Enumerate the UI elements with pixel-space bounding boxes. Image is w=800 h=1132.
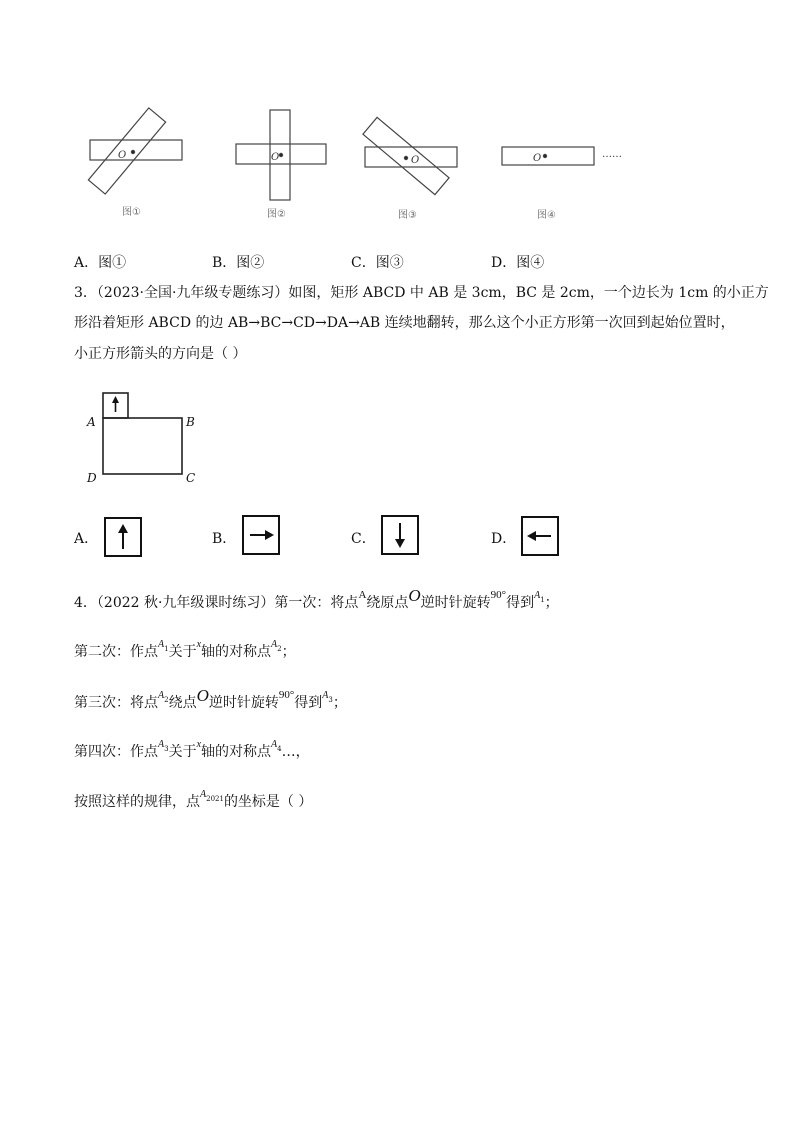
q2-figures [80, 100, 640, 230]
q4-line3: 第三次：将点$^{A2}$绕点O逆时针旋转$^{90^\circ}$得到$^{A3}$； [74, 686, 347, 711]
q3-line3: 小正方形箭头的方向是（ ） [74, 346, 247, 362]
option-letter: B． [212, 255, 237, 271]
right-arrow-icon [244, 517, 278, 553]
down-arrow-icon [383, 517, 417, 553]
q3-label-a: A [87, 415, 96, 429]
q4-line1: 4．（2022 秋·九年级课时练习）第一次：将点$^A$绕原点O逆时针旋转$^{90^\circ}$得到$^{A1}$； [74, 586, 559, 611]
q3-option-a-letter: A． [74, 531, 99, 547]
q2-fig4-dots: …… [602, 149, 622, 160]
q4-line5: 按照这样的规律，点$^{A2021}$的坐标是（ ） [74, 789, 313, 810]
q3-label-c: C [186, 471, 196, 485]
option-text: 图② [236, 255, 265, 271]
q2-fig3-caption: 图③ [398, 210, 417, 221]
option-text: 图③ [375, 255, 404, 271]
q3-option-b[interactable] [242, 515, 280, 555]
q3-figure [80, 385, 210, 490]
option-letter: A． [74, 255, 99, 271]
q3-option-c[interactable] [381, 515, 419, 555]
q3-option-a[interactable] [104, 517, 142, 557]
option-letter: C． [351, 255, 376, 271]
q2-fig3 [363, 117, 457, 194]
q2-option-d[interactable] [491, 253, 544, 273]
q4-line2: 第二次：作点$^{A1}$关于$^x$轴的对称点$^{A2}$； [74, 639, 296, 660]
q3-option-d-letter: D． [491, 531, 517, 547]
q2-fig2-o: O [271, 152, 280, 163]
up-arrow-icon [106, 519, 140, 555]
q2-fig3-o: O [411, 155, 420, 166]
q4-line4: 第四次：作点$^{A3}$关于$^x$轴的对称点$^{A4}$…， [74, 739, 310, 760]
q2-fig4-o: O [533, 153, 542, 164]
q2-option-a[interactable] [74, 253, 126, 273]
q2-fig2 [236, 110, 326, 200]
q3-option-b-letter: B． [212, 531, 237, 547]
q3-option-d[interactable] [521, 516, 559, 556]
q3-line1: 3．（2023·全国·九年级专题练习）如图，矩形 ABCD 中 AB 是 3cm，BC 是 2cm，一个边长为 1cm 的小正方 [74, 285, 769, 301]
option-text: 图④ [516, 255, 545, 271]
option-text: 图① [98, 255, 127, 271]
q3-option-c-letter: C． [351, 531, 376, 547]
q2-option-c[interactable] [351, 253, 404, 273]
q2-option-b[interactable] [212, 253, 264, 273]
q3-label-d: D [87, 471, 97, 485]
q2-fig1 [88, 108, 182, 194]
q2-fig4 [502, 147, 594, 165]
option-letter: D． [491, 255, 517, 271]
q3-label-b: B [186, 415, 195, 429]
q2-fig4-caption: 图④ [537, 210, 556, 221]
q2-fig1-caption: 图① [122, 207, 141, 218]
q2-fig2-caption: 图② [267, 209, 286, 220]
q3-line2: 形沿着矩形 ABCD 的边 AB→BC→CD→DA→AB 连续地翻转，那么这个小正方形第一次回到起始位置时， [74, 315, 735, 331]
left-arrow-icon [523, 518, 557, 554]
q2-fig1-o: O [118, 150, 127, 161]
